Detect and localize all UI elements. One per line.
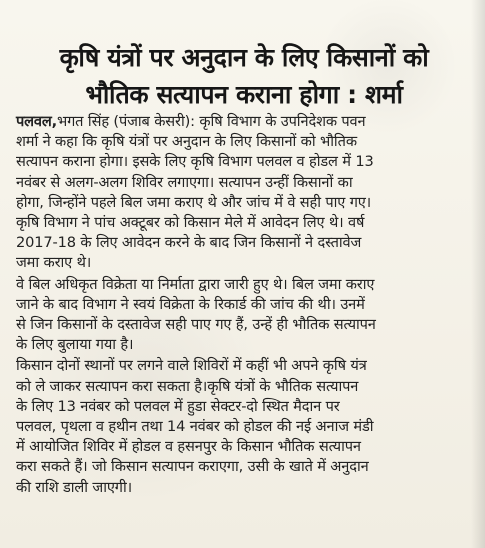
body-line: को ले जाकर सत्यापन करा सकता है।कृषि यंत्रों के भौतिक सत्यापन xyxy=(16,377,359,395)
body-line xyxy=(16,112,458,132)
body-line: के लिए 13 नवंबर को पलवल में हुडा सेक्टर-दो स्थित मैदान पर xyxy=(16,397,340,415)
paragraph-2 xyxy=(16,275,458,356)
body-line: किसान दोनों स्थानों पर लगने वाले शिविरों में कहीं भी अपने कृषि यंत्र xyxy=(16,357,367,375)
body-line: होगा, जिन्होंने पहले बिल जमा कराए थे और जांच में वे सही पाए गए। xyxy=(16,193,372,211)
body-line: नवंबर से अलग-अलग शिविर लगाएगा। सत्यापन उन्हीं किसानों का xyxy=(16,173,353,191)
body-line: कृषि विभाग ने पांच अक्टूबर को किसान मेले में आवेदन लिए थे। वर्ष xyxy=(16,214,365,232)
body-line: की राशि डाली जाएगी। xyxy=(16,478,133,496)
paper-edge-shadow xyxy=(471,0,485,548)
body-line: सत्यापन कराना होगा। इसके लिए कृषि विभाग पलवल व होडल में 13 xyxy=(16,153,374,171)
paragraph-3 xyxy=(16,356,458,497)
body-line: के लिए बुलाया गया है। xyxy=(16,336,134,354)
headline-line-2: भौतिक सत्यापन कराना होगा : शर्मा xyxy=(85,80,403,110)
body-line: पलवल, पृथला व हथीन तथा 14 नवंबर को होडल की नई अनाज मंडी xyxy=(16,418,374,436)
body-line: जाने के बाद विभाग ने स्वयं विक्रेता के रिकार्ड की जांच की थी। उनमें xyxy=(16,295,365,313)
body-line: जमा कराए थे। xyxy=(16,254,92,272)
headline-line-1: कृषि यंत्रों पर अनुदान के लिए किसानों को xyxy=(59,43,429,73)
body-line: करा सकते हैं। जो किसान सत्यापन कराएगा, उसी के खाते में अनुदान xyxy=(16,458,369,476)
body-line: से जिन किसानों के दस्तावेज सही पाए गए हैं, उन्हें ही भौतिक सत्यापन xyxy=(16,316,376,334)
dateline: पलवल, xyxy=(16,113,57,130)
headline xyxy=(44,39,444,113)
body-line: शर्मा ने कहा कि कृषि यंत्रों पर अनुदान के लिए किसानों को भौतिक xyxy=(16,133,357,151)
body-line: 2017-18 के लिए आवेदन करने के बाद जिन किसानों ने दस्तावेज xyxy=(16,234,362,252)
body-line: वे बिल अधिकृत विक्रेता या निर्माता द्वारा जारी हुए थे। बिल जमा कराए xyxy=(16,275,375,293)
body-line-text: भगत सिंह (पंजाब केसरी): कृषि विभाग के उपनिदेशक पवन xyxy=(57,113,366,130)
article-body xyxy=(16,112,458,498)
body-line: में आयोजित शिविर में होडल व हसनपुर के किसान भौतिक सत्यापन xyxy=(16,438,361,456)
paragraph-1 xyxy=(16,112,458,274)
